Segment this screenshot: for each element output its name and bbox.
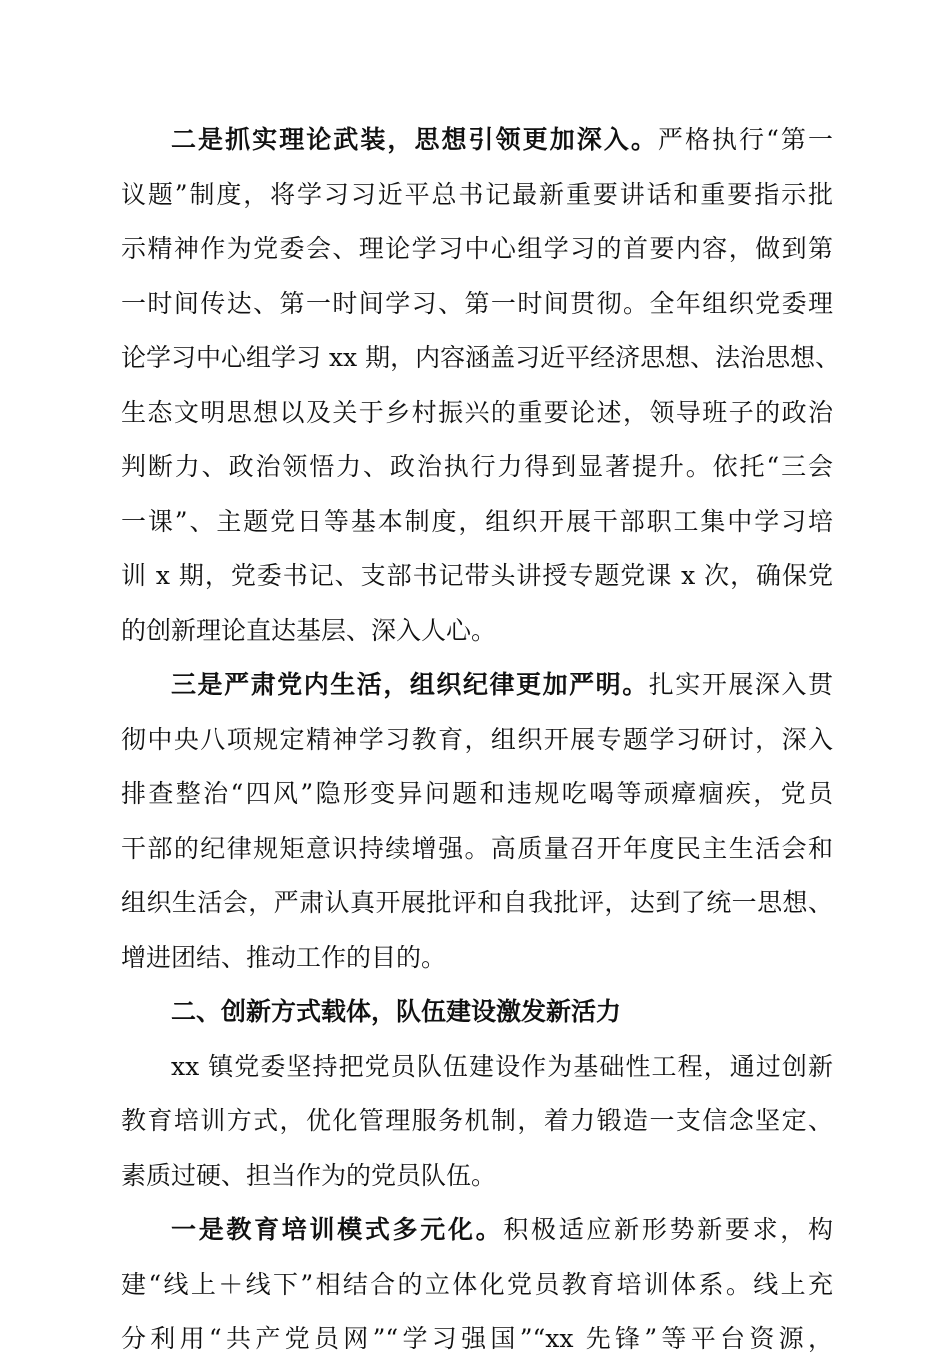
paragraph-line: 素质过硬、担当作为的党员队伍。 <box>121 1160 497 1190</box>
paragraph-line: 建“线上＋线下”相结合的立体化党员教育培训体系。线上充 <box>121 1269 833 1299</box>
paragraph-line <box>121 113 833 168</box>
document-body <box>121 113 841 1367</box>
paragraph-text: 扎实开展深入贯 <box>648 670 833 699</box>
paragraph-line <box>121 1203 833 1258</box>
section-heading: 二、创新方式载体，队伍建设激发新活力 <box>171 997 622 1026</box>
paragraph-line: 论学习中心组学习 xx 期，内容涵盖习近平经济思想、法治思想、 <box>121 343 841 372</box>
paragraph-text: 严格执行“第一 <box>657 125 833 154</box>
paragraph-line: 组织生活会，严肃认真开展批评和自我批评，达到了统一思想、 <box>121 888 833 917</box>
paragraph-line: 教育培训方式，优化管理服务机制，着力锻造一支信念坚定、 <box>121 1106 833 1135</box>
paragraph-text: 积极适应新形势新要求，构 <box>503 1215 833 1244</box>
paragraph-line: 训 x 期，党委书记、支部书记带头讲授专题党课 x 次，确保党 <box>121 561 833 590</box>
paragraph-line: 示精神作为党委会、理论学习中心组学习的首要内容，做到第 <box>121 234 833 263</box>
paragraph-line: 分利用“共产党员网”“学习强国”“xx 先锋”等平台资源， <box>121 1324 833 1353</box>
paragraph-line: xx 镇党委坚持把党员队伍建设作为基础性工程，通过创新 <box>171 1051 833 1081</box>
paragraph-line: 生态文明思想以及关于乡村振兴的重要论述，领导班子的政治 <box>121 397 833 427</box>
paragraph-lead: 三是严肃党内生活，组织纪律更加严明。 <box>171 670 649 699</box>
paragraph-line: 一时间传达、第一时间学习、第一时间贯彻。全年组织党委理 <box>121 288 833 318</box>
paragraph-lead: 二是抓实理论武装，思想引领更加深入。 <box>171 125 658 154</box>
paragraph-line: 的创新理论直达基层、深入人心。 <box>121 615 497 645</box>
paragraph-line: 判断力、政治领悟力、政治执行力得到显著提升。依托“三会 <box>121 452 833 481</box>
paragraph-line <box>121 658 833 713</box>
paragraph-line: 彻中央八项规定精神学习教育，组织开展专题学习研讨，深入 <box>121 724 833 754</box>
paragraph-line: 排查整治“四风”隐形变异问题和违规吃喝等顽瘴痼疾，党员 <box>121 779 833 808</box>
paragraph-line: 增进团结、推动工作的目的。 <box>121 942 447 972</box>
paragraph-lead: 一是教育培训模式多元化。 <box>171 1215 504 1244</box>
paragraph-line: 议题”制度，将学习习近平总书记最新重要讲话和重要指示批 <box>121 179 833 209</box>
paragraph-line: 干部的纪律规矩意识持续增强。高质量召开年度民主生活会和 <box>121 833 833 863</box>
paragraph-line: 一课”、主题党日等基本制度，组织开展干部职工集中学习培 <box>121 506 833 536</box>
